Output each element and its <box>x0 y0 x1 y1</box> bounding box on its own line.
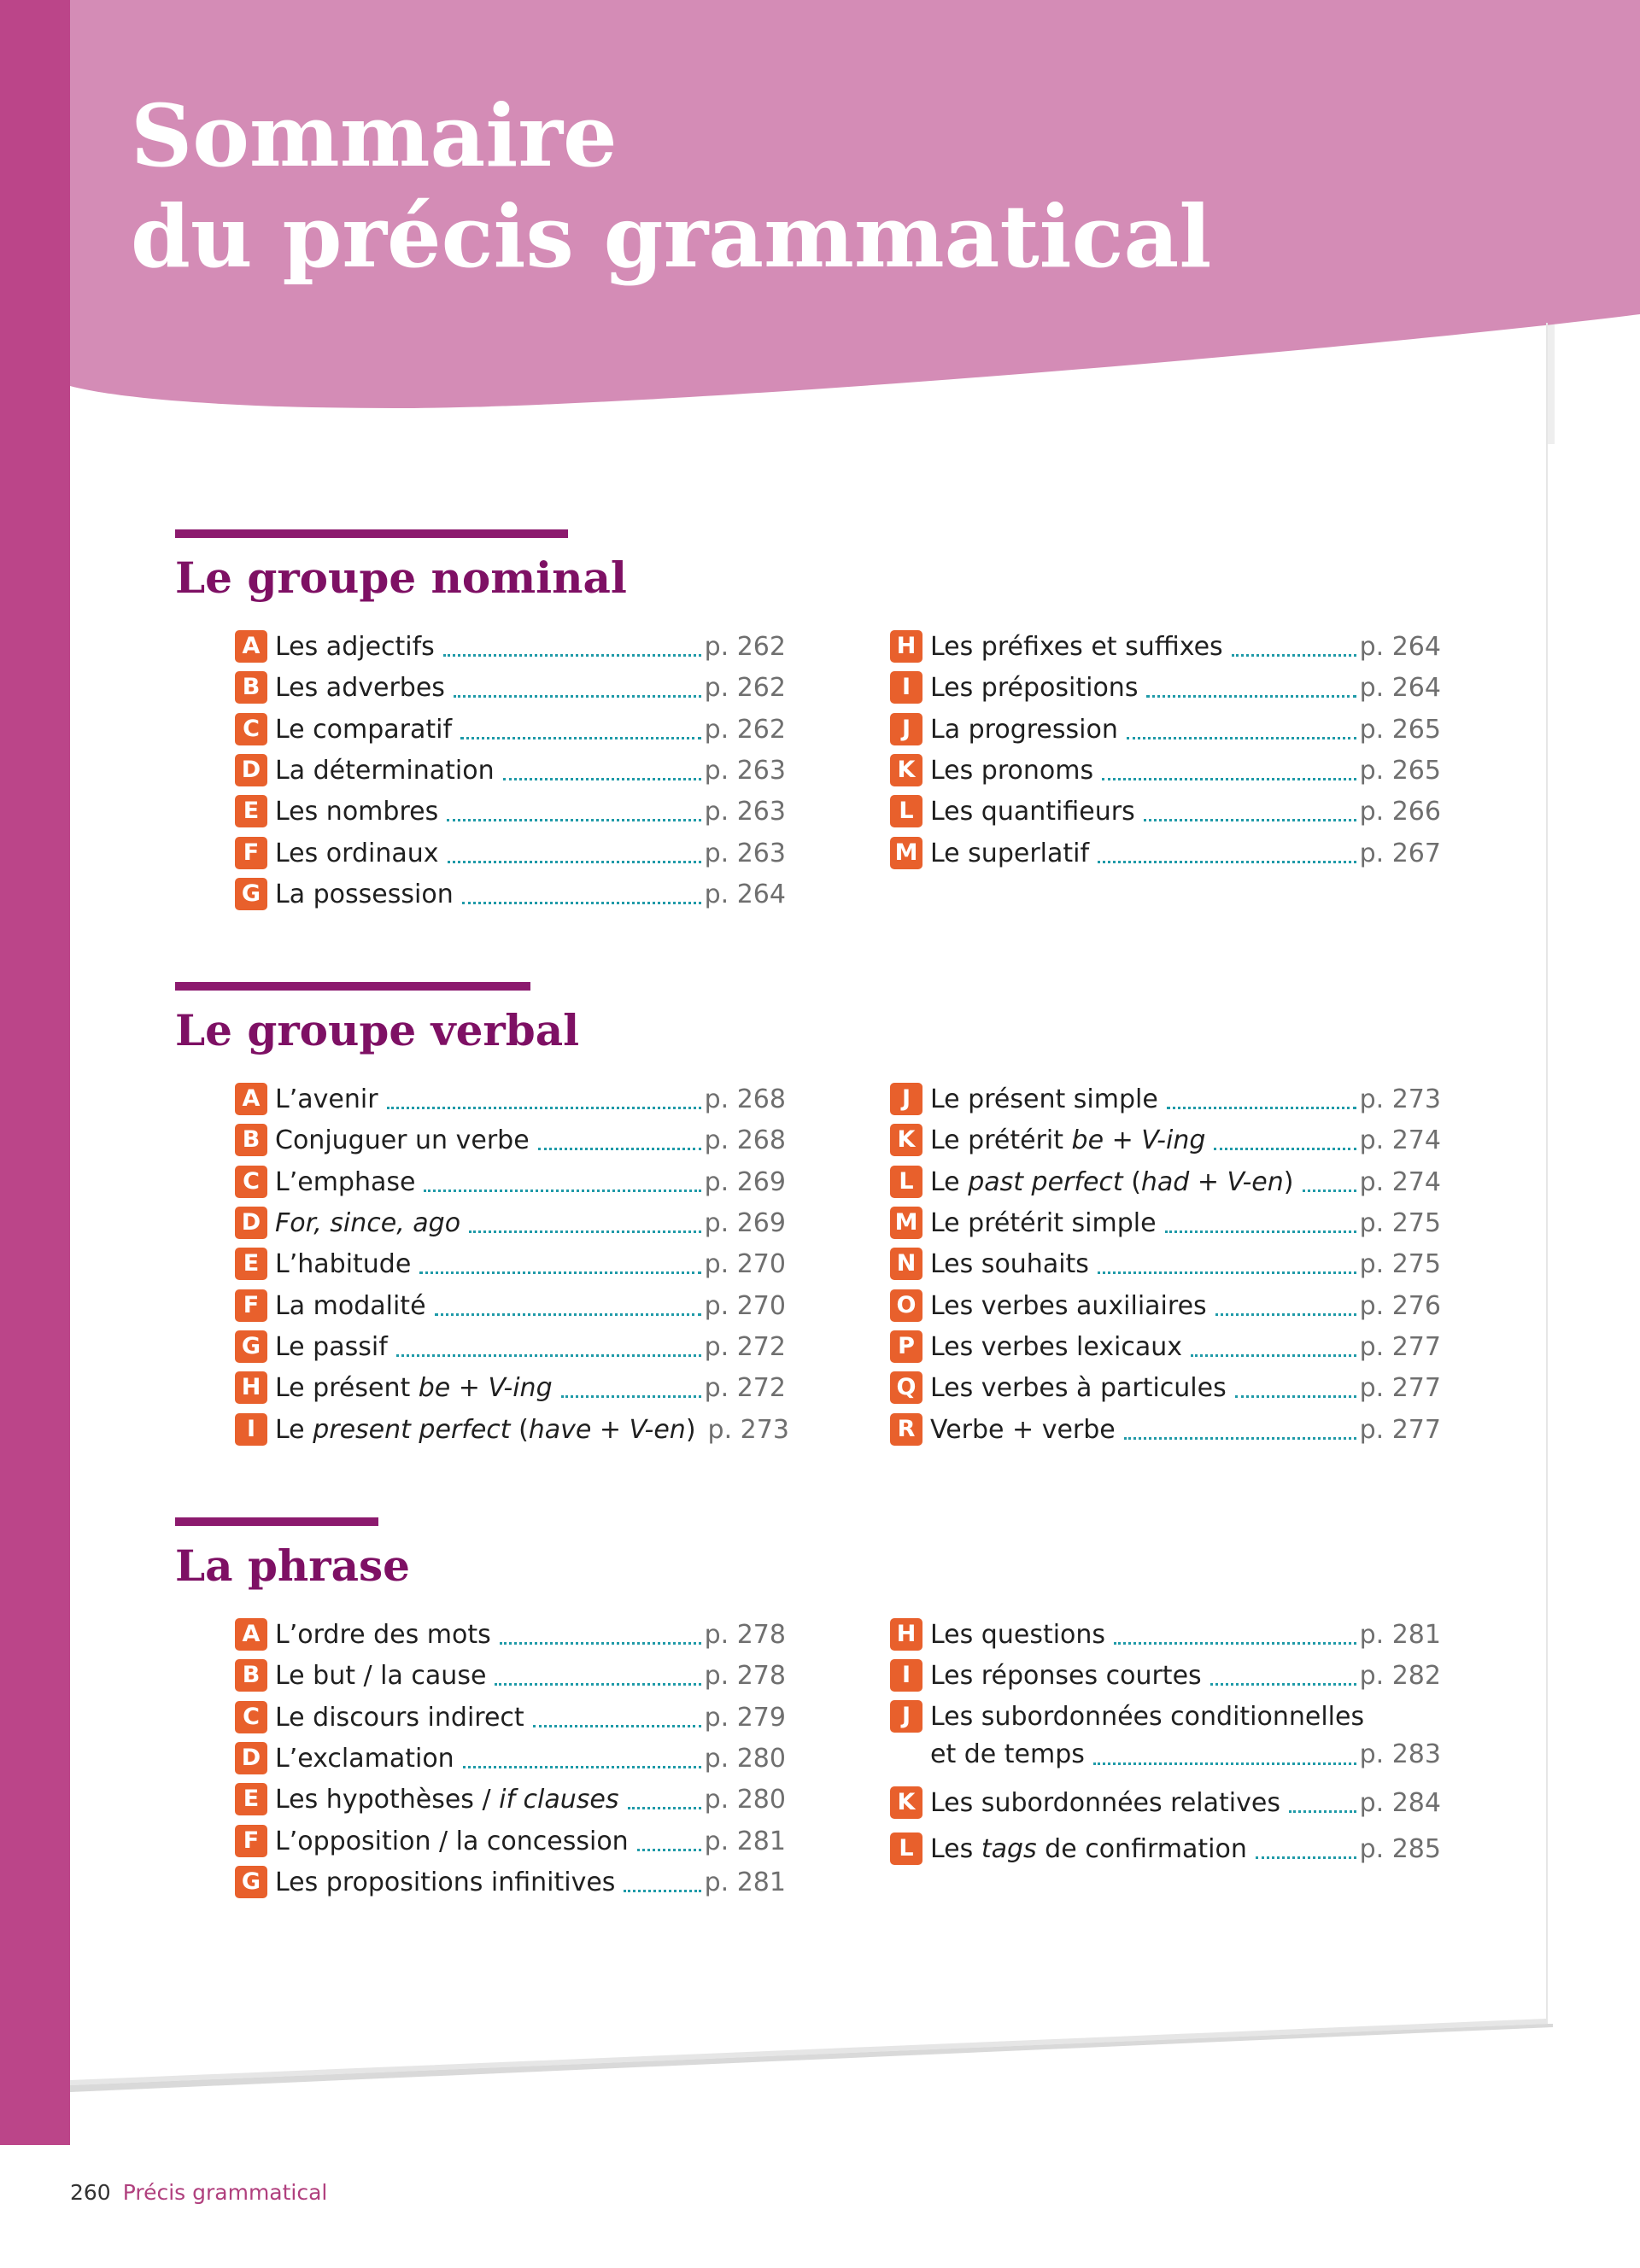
item-label <box>930 1834 1247 1864</box>
dot-leader <box>1191 1353 1356 1357</box>
item-label: Le prétérit simple <box>930 1207 1157 1238</box>
letter-badge: D <box>235 1742 267 1774</box>
section-groupe-verbal <box>175 982 1491 1445</box>
letter-badge: H <box>890 630 922 663</box>
title-line-2: du précis grammatical <box>131 186 1212 287</box>
item-label-italic: be + V-ing <box>1071 1125 1206 1155</box>
toc-item[interactable] <box>890 1698 1441 1775</box>
item-label-part: de confirmation <box>1036 1833 1247 1864</box>
toc-item[interactable] <box>890 1245 1441 1283</box>
toc-item[interactable] <box>890 1287 1441 1324</box>
dot-leader <box>1144 817 1356 821</box>
letter-badge: G <box>235 1866 267 1898</box>
item-label-italic: For, since, ago <box>275 1207 461 1238</box>
item-label: Le passif <box>275 1331 388 1362</box>
letter-badge: K <box>890 1786 922 1819</box>
page-ref: p. 270 <box>704 1290 786 1321</box>
item-label: Les verbes à particules <box>930 1372 1227 1403</box>
dot-leader <box>443 652 701 657</box>
item-label-italic: past perfect <box>968 1166 1123 1197</box>
dot-leader <box>1098 1270 1356 1274</box>
item-label <box>275 1785 619 1815</box>
letter-badge: Q <box>890 1371 922 1404</box>
section-rule <box>175 1517 378 1526</box>
page-ref: p. 265 <box>1359 714 1441 745</box>
section-heading: La phrase <box>175 1540 410 1591</box>
page-ref: p. 272 <box>704 1331 786 1362</box>
item-label-italic: tags <box>981 1833 1037 1864</box>
page-ref: p. 265 <box>1359 755 1441 786</box>
letter-badge: F <box>235 1825 267 1857</box>
dot-leader <box>1167 1105 1356 1109</box>
page-ref: p. 281 <box>704 1826 786 1856</box>
page-ref: p. 285 <box>1359 1833 1441 1864</box>
toc-item[interactable] <box>235 1245 786 1283</box>
toc-item[interactable] <box>235 751 786 789</box>
dot-leader <box>1303 1188 1356 1192</box>
dot-leader <box>462 900 701 904</box>
item-label-part: Le <box>275 1414 313 1445</box>
item-label-italic: be + V-ing <box>418 1372 553 1403</box>
toc-item[interactable] <box>235 1369 786 1406</box>
item-label <box>275 1373 553 1403</box>
letter-badge: K <box>890 754 922 786</box>
page-ref: p. 263 <box>704 838 786 868</box>
page-number: 260 <box>70 2180 111 2205</box>
item-label: Les quantifieurs <box>930 796 1135 827</box>
footer-section-title: Précis grammatical <box>122 2180 328 2205</box>
letter-badge: D <box>235 754 267 786</box>
item-label: Les verbes auxiliaires <box>930 1290 1207 1321</box>
section-rule <box>175 529 568 538</box>
toc-item[interactable] <box>890 1369 1441 1406</box>
item-label: Les questions <box>930 1619 1106 1650</box>
page-ref: p. 281 <box>704 1867 786 1897</box>
dot-leader <box>1232 652 1356 657</box>
section-rule <box>175 982 530 991</box>
item-label: Le discours indirect <box>275 1702 524 1733</box>
page-ref: p. 266 <box>1359 796 1441 827</box>
page-ref: p. 279 <box>704 1702 786 1733</box>
item-label: Le but / la cause <box>275 1660 487 1691</box>
dot-leader <box>1098 859 1356 863</box>
item-label: Les réponses courtes <box>930 1660 1202 1691</box>
title-line-1: Sommaire <box>131 85 618 186</box>
letter-badge: E <box>235 1248 267 1280</box>
dot-leader <box>495 1681 700 1686</box>
page-ref: p. 277 <box>1359 1414 1441 1445</box>
item-label: Les verbes lexicaux <box>930 1331 1183 1362</box>
page-ref: p. 277 <box>1359 1372 1441 1403</box>
page-ref: p. 278 <box>704 1619 786 1650</box>
toc-item[interactable] <box>235 1328 786 1365</box>
letter-badge: F <box>235 837 267 869</box>
letter-badge: L <box>890 1833 922 1865</box>
dot-leader <box>1165 1229 1356 1233</box>
toc-item[interactable] <box>235 1163 786 1201</box>
dot-leader <box>538 1146 701 1150</box>
page-ref: p. 262 <box>704 672 786 703</box>
toc-item[interactable] <box>890 1204 1441 1242</box>
dot-leader <box>1114 1640 1356 1645</box>
item-label: L’habitude <box>275 1248 412 1279</box>
item-label: La possession <box>275 879 454 909</box>
toc-item[interactable] <box>235 1863 786 1901</box>
toc-item[interactable] <box>890 792 1441 830</box>
letter-badge: C <box>235 1166 267 1198</box>
item-label: Les ordinaux <box>275 838 439 868</box>
toc-item[interactable] <box>235 1780 786 1818</box>
page-ref: p. 281 <box>1359 1619 1441 1650</box>
dot-leader <box>454 693 701 698</box>
item-label: Les prépositions <box>930 672 1139 703</box>
toc-item[interactable] <box>890 710 1441 748</box>
item-label: Les adverbes <box>275 672 445 703</box>
dot-leader <box>624 1888 700 1892</box>
toc-item[interactable] <box>235 669 786 706</box>
letter-badge: L <box>890 1166 922 1198</box>
dot-leader <box>1235 1394 1356 1398</box>
dot-leader <box>1146 693 1356 698</box>
item-label: L’exclamation <box>275 1743 454 1774</box>
page-footer <box>70 2180 327 2205</box>
page-ref: p. 268 <box>704 1084 786 1114</box>
item-label: L’emphase <box>275 1166 416 1197</box>
dot-leader <box>387 1105 701 1109</box>
toc-item[interactable] <box>890 1328 1441 1365</box>
item-label: Les pronoms <box>930 755 1094 786</box>
page-ref: p. 275 <box>1359 1248 1441 1279</box>
item-label-part: Le <box>930 1166 969 1197</box>
item-label-stack <box>930 1698 1441 1774</box>
letter-badge: M <box>890 1207 922 1239</box>
letter-badge: L <box>890 795 922 827</box>
section-heading: Le groupe verbal <box>175 1005 580 1055</box>
toc-item[interactable] <box>235 1657 786 1694</box>
dot-leader <box>463 1764 701 1768</box>
page-ref: p. 262 <box>704 714 786 745</box>
toc-item[interactable] <box>890 1080 1441 1118</box>
letter-badge: N <box>890 1248 922 1280</box>
letter-badge: B <box>235 1124 267 1156</box>
page-ref: p. 273 <box>707 1414 789 1445</box>
page-ref: p. 284 <box>1359 1787 1441 1818</box>
page-ref: p. 264 <box>704 879 786 909</box>
letter-badge: J <box>890 1083 922 1115</box>
item-label-part: Le prétérit <box>930 1125 1072 1155</box>
dot-leader <box>1102 776 1356 780</box>
letter-badge: M <box>890 837 922 869</box>
toc-item[interactable] <box>235 1121 786 1159</box>
letter-badge: D <box>235 1207 267 1239</box>
letter-badge: F <box>235 1289 267 1322</box>
toc-item[interactable] <box>235 1287 786 1324</box>
item-label: Verbe + verbe <box>930 1414 1116 1445</box>
letter-badge: A <box>235 1618 267 1651</box>
item-label-part: ) <box>1283 1166 1294 1197</box>
section-la-phrase <box>175 1517 1491 1897</box>
item-label: Le comparatif <box>275 714 453 745</box>
toc-item[interactable] <box>890 1784 1441 1821</box>
dot-leader <box>1214 1146 1356 1150</box>
item-label <box>275 1415 696 1445</box>
toc-item[interactable] <box>235 875 786 913</box>
toc-item[interactable] <box>235 1411 789 1448</box>
item-label-line-2: et de temps <box>930 1739 1085 1769</box>
dot-leader <box>1215 1312 1356 1316</box>
letter-badge: R <box>890 1413 922 1446</box>
item-label: Conjuguer un verbe <box>275 1125 530 1155</box>
dot-leader <box>447 817 700 821</box>
dot-leader <box>396 1353 701 1357</box>
letter-badge: C <box>235 1701 267 1733</box>
item-label-part: Les <box>930 1833 981 1864</box>
item-label <box>930 1125 1205 1155</box>
page-ref: p. 269 <box>704 1166 786 1197</box>
page-ref: p. 273 <box>1359 1084 1441 1114</box>
page-ref: p. 264 <box>1359 631 1441 662</box>
item-label: Les nombres <box>275 796 439 827</box>
item-label-italic: present perfect <box>313 1414 511 1445</box>
dot-leader <box>469 1229 701 1233</box>
toc-item[interactable] <box>235 710 786 748</box>
toc-item[interactable] <box>890 669 1441 706</box>
item-label-part: Les hypothèses / <box>275 1784 500 1815</box>
dot-leader <box>1289 1809 1356 1813</box>
item-label-part: ) <box>685 1414 696 1445</box>
toc-item[interactable] <box>235 1616 786 1653</box>
dot-leader <box>533 1723 701 1727</box>
dot-leader <box>637 1847 701 1851</box>
item-label: Les adjectifs <box>275 631 435 662</box>
toc-item[interactable] <box>890 1121 1441 1159</box>
toc-item[interactable] <box>235 1204 786 1242</box>
letter-badge: E <box>235 795 267 827</box>
toc-item[interactable] <box>890 1830 1441 1868</box>
page-ref: p. 274 <box>1359 1166 1441 1197</box>
dot-leader <box>424 1188 700 1192</box>
letter-badge: B <box>235 671 267 704</box>
letter-badge: C <box>235 713 267 745</box>
section-groupe-nominal <box>175 529 1491 909</box>
toc-item[interactable] <box>235 1822 786 1860</box>
letter-badge: J <box>890 1700 922 1733</box>
page-ref: p. 269 <box>704 1207 786 1238</box>
dot-leader <box>435 1312 701 1316</box>
page-ref: p. 270 <box>704 1248 786 1279</box>
page-ref: p. 278 <box>704 1660 786 1691</box>
item-label: Les souhaits <box>930 1248 1089 1279</box>
item-label-part: ( <box>510 1414 529 1445</box>
dot-leader <box>448 859 701 863</box>
item-label: La modalité <box>275 1290 426 1321</box>
toc-item[interactable] <box>890 628 1441 665</box>
dot-leader <box>1127 735 1356 739</box>
left-accent-bar <box>0 0 70 2145</box>
letter-badge: G <box>235 1330 267 1363</box>
page-ref: p. 283 <box>1359 1739 1441 1769</box>
toc-item[interactable] <box>235 628 786 665</box>
toc-item[interactable] <box>890 751 1441 789</box>
item-label: Le superlatif <box>930 838 1090 868</box>
item-label: Les propositions infinitives <box>275 1867 616 1897</box>
page-title <box>131 85 1211 287</box>
item-label-line-1: Les subordonnées conditionnelles <box>930 1702 1365 1732</box>
item-label-part: Le présent <box>275 1372 419 1403</box>
page-ref: p. 282 <box>1359 1660 1441 1691</box>
item-label: Les subordonnées relatives <box>930 1787 1280 1818</box>
section-heading: Le groupe nominal <box>175 552 627 603</box>
letter-badge: I <box>235 1413 267 1446</box>
dot-leader <box>1210 1681 1356 1686</box>
toc-item[interactable] <box>235 1080 786 1118</box>
letter-badge: K <box>890 1124 922 1156</box>
dot-leader <box>1093 1761 1356 1765</box>
toc-item[interactable] <box>890 1163 1441 1201</box>
letter-badge: H <box>890 1618 922 1651</box>
letter-badge: P <box>890 1330 922 1363</box>
item-label: L’opposition / la concession <box>275 1826 629 1856</box>
dot-leader <box>500 1640 701 1645</box>
page-ref: p. 275 <box>1359 1207 1441 1238</box>
page-ref: p. 262 <box>704 631 786 662</box>
letter-badge: A <box>235 630 267 663</box>
letter-badge: O <box>890 1289 922 1322</box>
letter-badge: H <box>235 1371 267 1404</box>
item-label-italic: have + V-en <box>528 1414 686 1445</box>
item-label: Le présent simple <box>930 1084 1158 1114</box>
item-label <box>275 1208 460 1238</box>
item-label <box>930 1167 1294 1197</box>
dot-leader <box>628 1805 701 1809</box>
page-ref: p. 276 <box>1359 1290 1441 1321</box>
letter-badge: B <box>235 1659 267 1692</box>
item-label-row-2 <box>930 1736 1441 1774</box>
dot-leader <box>503 776 701 780</box>
item-label: La progression <box>930 714 1118 745</box>
page-ref: p. 264 <box>1359 672 1441 703</box>
letter-badge: E <box>235 1783 267 1815</box>
page-ref: p. 268 <box>704 1125 786 1155</box>
letter-badge: A <box>235 1083 267 1115</box>
page-ref: p. 280 <box>704 1743 786 1774</box>
toc-item[interactable] <box>890 834 1441 872</box>
page-ref: p. 263 <box>704 755 786 786</box>
item-label: La détermination <box>275 755 495 786</box>
toc-item[interactable] <box>890 1411 1441 1448</box>
letter-badge: J <box>890 713 922 745</box>
toc-item[interactable] <box>235 792 786 830</box>
item-label-italic: if clauses <box>499 1784 619 1815</box>
page-ref: p. 277 <box>1359 1331 1441 1362</box>
dot-leader <box>1256 1855 1356 1859</box>
item-label: L’ordre des mots <box>275 1619 491 1650</box>
toc-item[interactable] <box>890 1657 1441 1694</box>
toc-item[interactable] <box>235 1739 786 1777</box>
item-label-italic: had + V-en <box>1140 1166 1284 1197</box>
dot-leader <box>1124 1435 1356 1440</box>
item-label: Les préfixes et suffixes <box>930 631 1223 662</box>
toc-item[interactable] <box>235 1698 786 1736</box>
dot-leader <box>561 1394 701 1398</box>
page-ref: p. 263 <box>704 796 786 827</box>
dot-leader <box>460 735 701 739</box>
toc-item[interactable] <box>235 834 786 872</box>
toc-item[interactable] <box>890 1616 1441 1653</box>
letter-badge: I <box>890 671 922 704</box>
dot-leader <box>419 1270 700 1274</box>
page-ref: p. 267 <box>1359 838 1441 868</box>
page-ref: p. 272 <box>704 1372 786 1403</box>
page-ref: p. 274 <box>1359 1125 1441 1155</box>
item-label-part: ( <box>1122 1166 1141 1197</box>
page-ref: p. 280 <box>704 1784 786 1815</box>
letter-badge: I <box>890 1659 922 1692</box>
letter-badge: G <box>235 878 267 910</box>
item-label: L’avenir <box>275 1084 378 1114</box>
